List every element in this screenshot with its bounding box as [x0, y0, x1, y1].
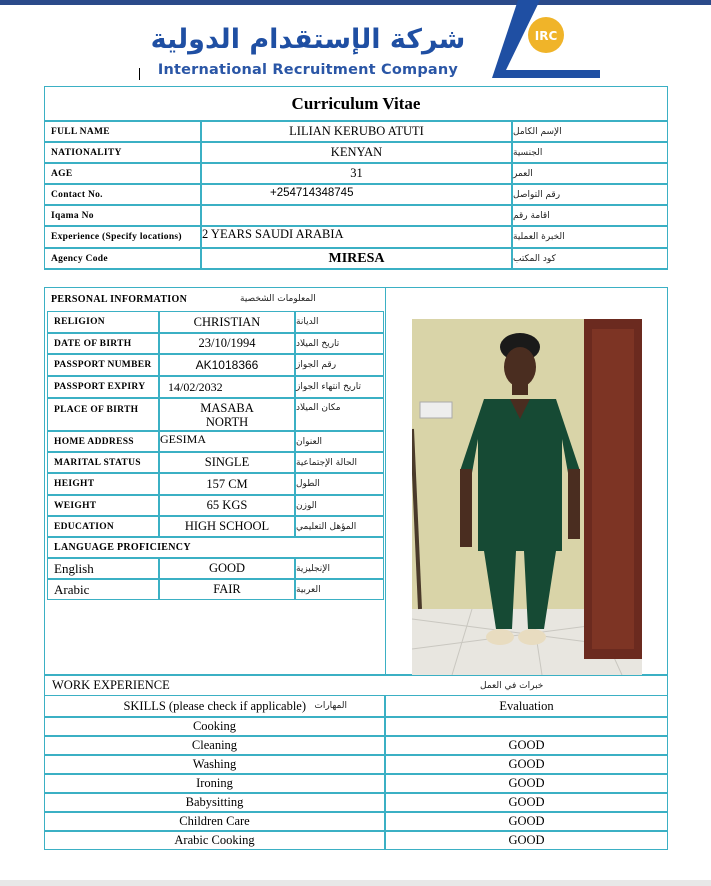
cv-row-label: Contact No.: [44, 184, 201, 205]
personal-row-label-ar: الحالة الإجتماعية: [295, 452, 384, 473]
company-name-english: International Recruitment Company: [157, 62, 459, 78]
personal-row-value: 157 CM: [159, 473, 295, 495]
skill-name: Washing: [44, 755, 385, 774]
skill-name: Cooking: [44, 717, 385, 736]
personal-row-value: CHRISTIAN: [159, 311, 295, 333]
cv-row-value: [201, 205, 512, 226]
personal-row-label: RELIGION: [47, 311, 159, 333]
cv-row-label-ar: العمر: [512, 163, 668, 184]
personal-row-label: PASSPORT NUMBER: [47, 354, 159, 376]
cv-row-label-ar: الجنسية: [512, 142, 668, 163]
cv-row-label: NATIONALITY: [44, 142, 201, 163]
personal-row-label: HEIGHT: [47, 473, 159, 495]
cv-row-value: MIRESA: [201, 248, 512, 269]
personal-row-label-ar: المؤهل التعليمي: [295, 516, 384, 537]
cv-row-label-ar: الإسم الكامل: [512, 121, 668, 142]
personal-row-value: AK1018366: [159, 354, 295, 376]
personal-row-value: SINGLE: [159, 452, 295, 473]
skill-name: Children Care: [44, 812, 385, 831]
language-name-ar: الإنجليزية: [295, 558, 384, 579]
personal-row-label: EDUCATION: [47, 516, 159, 537]
cv-row-label: Agency Code: [44, 248, 201, 269]
top-border-strip: [0, 0, 711, 5]
personal-row-value: MASABA NORTH: [159, 398, 295, 431]
cv-row-label-ar: الخبرة العملية: [512, 226, 668, 248]
skills-heading-ar: المهارات: [314, 701, 347, 711]
skill-evaluation: GOOD: [385, 831, 668, 850]
personal-row-label-ar: تاريخ انتهاء الجواز: [295, 376, 384, 398]
language-heading: LANGUAGE PROFICIENCY: [47, 537, 384, 558]
cv-title: Curriculum Vitae: [44, 86, 668, 121]
work-heading-ar: خبرات في العمل: [480, 680, 544, 691]
cv-row-value: 2 YEARS SAUDI ARABIA: [201, 226, 512, 248]
language-name: English: [47, 558, 159, 579]
cv-row-label: AGE: [44, 163, 201, 184]
language-name: Arabic: [47, 579, 159, 600]
personal-row-label-ar: الطول: [295, 473, 384, 495]
cv-row-label-ar: كود المكتب: [512, 248, 668, 269]
personal-row-value: HIGH SCHOOL: [159, 516, 295, 537]
personal-row-label: HOME ADDRESS: [47, 431, 159, 452]
evaluation-heading: Evaluation: [499, 698, 554, 713]
cv-row-label: Experience (Specify locations): [44, 226, 201, 248]
personal-row-value: 23/10/1994: [159, 333, 295, 354]
personal-row-value: GESIMA: [159, 431, 295, 452]
skills-heading: SKILLS (please check if applicable): [123, 698, 306, 713]
page-bottom-strip: [0, 880, 711, 886]
personal-row-label-ar: رقم الجواز: [295, 354, 384, 376]
text-cursor: [139, 68, 140, 80]
personal-row-label: WEIGHT: [47, 495, 159, 516]
language-name-ar: العربية: [295, 579, 384, 600]
cv-row-label: FULL NAME: [44, 121, 201, 142]
cv-row-label: Iqama No: [44, 205, 201, 226]
language-level: FAIR: [159, 579, 295, 600]
personal-row-label-ar: مكان الميلاد: [295, 398, 384, 431]
personal-heading: PERSONAL INFORMATION: [51, 293, 188, 305]
candidate-photo: [412, 319, 642, 675]
skill-name: Ironing: [44, 774, 385, 793]
cv-row-value: KENYAN: [201, 142, 512, 163]
personal-row-label: PASSPORT EXPIRY: [47, 376, 159, 398]
skill-evaluation: [385, 717, 668, 736]
company-name-arabic: شركة الإستقدام الدولية: [150, 24, 466, 55]
personal-heading-ar: المعلومات الشخصية: [240, 294, 316, 304]
cv-row-value: +254714348745: [201, 184, 512, 205]
skill-evaluation: GOOD: [385, 736, 668, 755]
skill-evaluation: GOOD: [385, 774, 668, 793]
skill-evaluation: GOOD: [385, 755, 668, 774]
personal-row-label: DATE OF BIRTH: [47, 333, 159, 354]
personal-row-label: PLACE OF BIRTH: [47, 398, 159, 431]
personal-row-label-ar: تاريخ الميلاد: [295, 333, 384, 354]
skill-evaluation: GOOD: [385, 793, 668, 812]
cv-row-value: LILIAN KERUBO ATUTI: [201, 121, 512, 142]
skill-name: Arabic Cooking: [44, 831, 385, 850]
personal-row-label-ar: العنوان: [295, 431, 384, 452]
personal-row-value: 14/02/2032: [159, 376, 295, 398]
personal-row-value: 65 KGS: [159, 495, 295, 516]
cv-row-label-ar: رقم التواصل: [512, 184, 668, 205]
language-level: GOOD: [159, 558, 295, 579]
cv-row-value: 31: [201, 163, 512, 184]
personal-row-label: MARITAL STATUS: [47, 452, 159, 473]
skill-name: Babysitting: [44, 793, 385, 812]
personal-row-label-ar: الوزن: [295, 495, 384, 516]
cv-row-label-ar: اقامة رقم: [512, 205, 668, 226]
logo-badge-text: IRC: [534, 29, 558, 43]
skill-evaluation: GOOD: [385, 812, 668, 831]
work-heading: WORK EXPERIENCE: [52, 678, 170, 692]
personal-row-label-ar: الديانة: [295, 311, 384, 333]
skill-name: Cleaning: [44, 736, 385, 755]
irc-logo-icon: [488, 0, 603, 82]
